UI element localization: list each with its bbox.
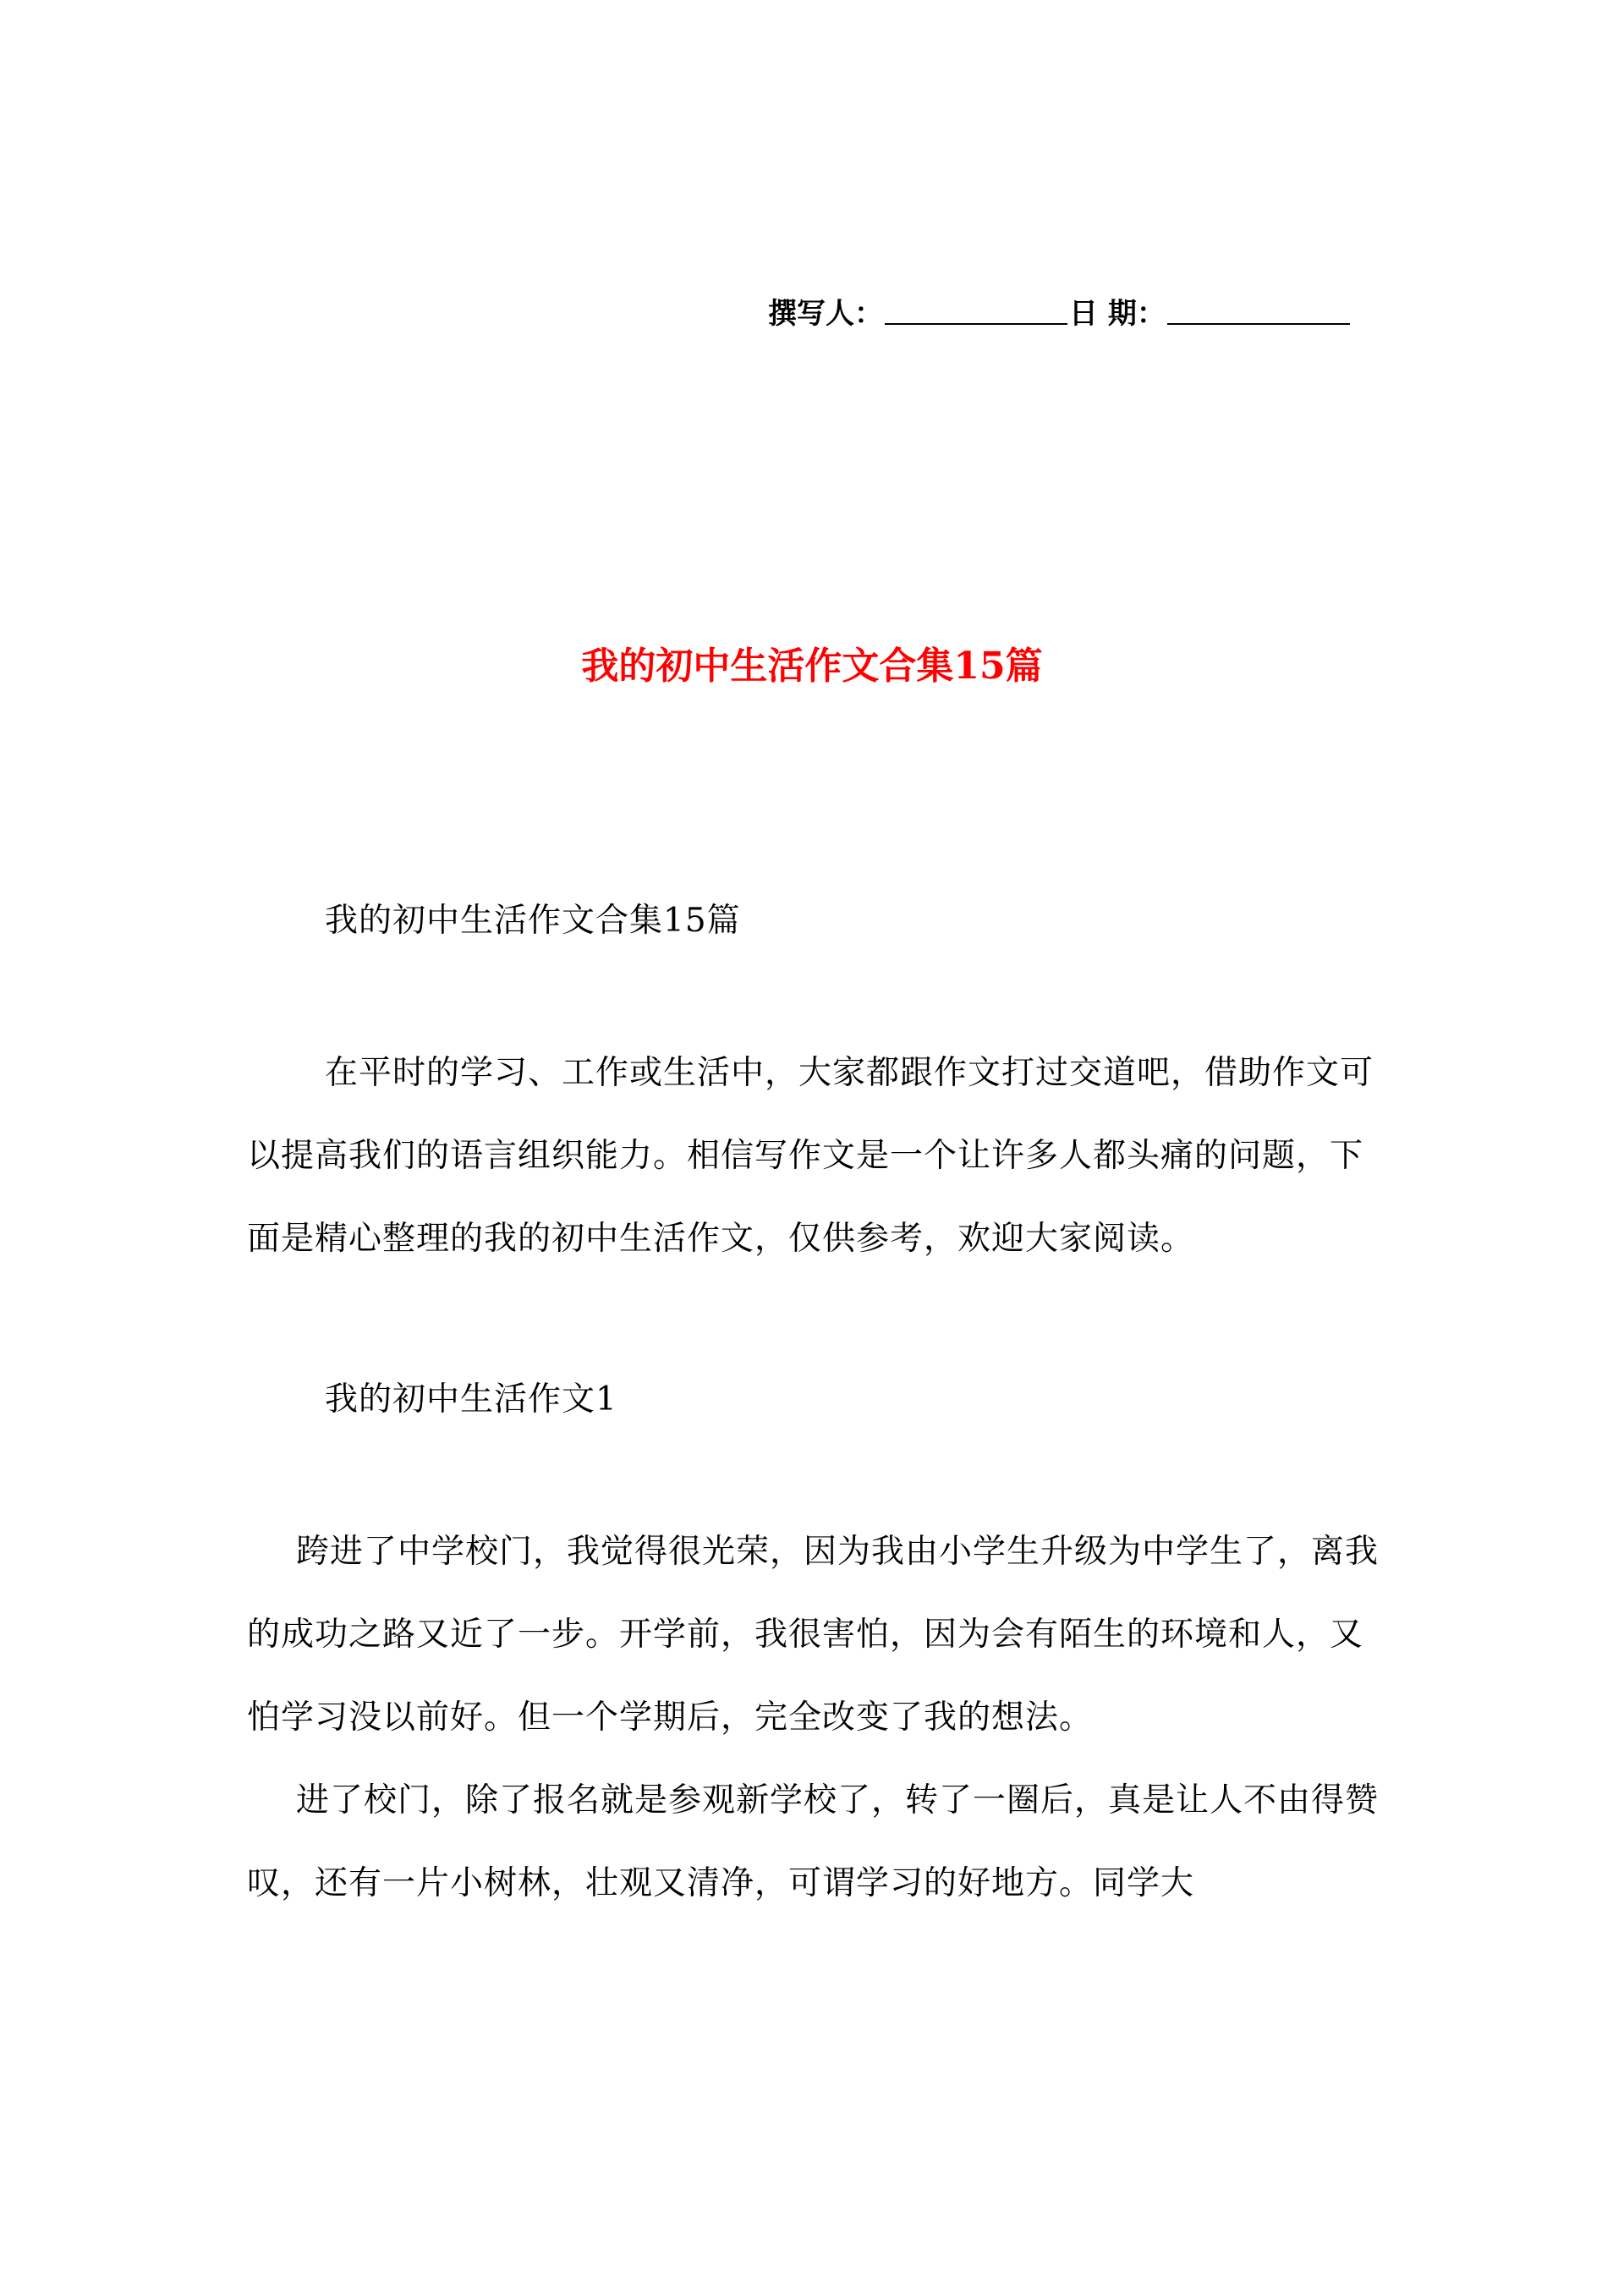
spacer	[247, 1281, 1380, 1358]
essay1-paragraph-2: 进了校门，除了报名就是参观新学校了，转了一圈后，真是让人不由得赞叹，还有一片小树林，壮观又清净，可谓学习的好地方。同学大	[247, 1781, 1380, 1902]
author-blank	[885, 320, 1067, 325]
essay1-paragraph-1: 跨进了中学校门，我觉得很光荣，因为我由小学生升级为中学生了，离我的成功之路又近了一步。开学前，我很害怕，因为会有陌生的环境和人，又怕学习没以前好。但一个学期后，完全改变了我的想法。	[247, 1533, 1380, 1737]
author-label: 撰写人：	[768, 297, 883, 331]
document-body	[247, 880, 1380, 1925]
document-title: 我的初中生活作文合集15篇	[581, 645, 1043, 688]
essay1-heading: 我的初中生活作文1	[325, 1380, 617, 1419]
date-label: 日 期：	[1069, 297, 1166, 331]
date-blank	[1167, 320, 1350, 325]
repeat-title: 我的初中生活作文合集15篇	[325, 902, 741, 940]
author-date-line	[768, 281, 1352, 332]
spacer	[247, 963, 1380, 1032]
spacer	[247, 1441, 1380, 1511]
intro-paragraph: 在平时的学习、工作或生活中，大家都跟作文打过交道吧，借助作文可以提高我们的语言组织能力。相信写作文是一个让许多人都头痛的问题，下面是精心整理的我的初中生活作文，仅供参考，欢迎大家阅读。	[247, 1054, 1374, 1258]
